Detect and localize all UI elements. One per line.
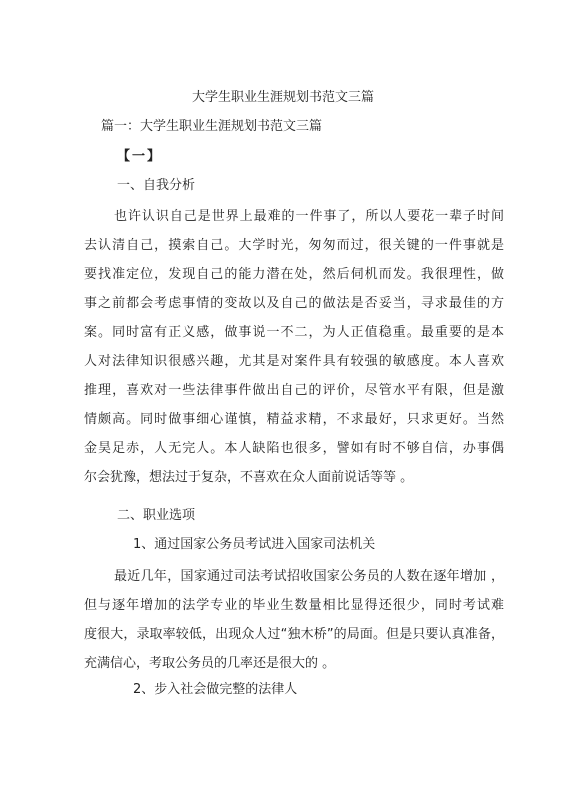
paragraph-line: 但与逐年增加的法学专业的毕业生数量相比显得还很少，同时考试难 [84,598,504,613]
paragraph-line: 事之前都会考虑事情的变故以及自己的做法是否妥当，寻求最佳的方 [84,296,504,311]
paragraph-line: 推理，喜欢对一些法律事件做出自己的评价，尽管水平有限，但是激 [84,383,504,398]
paragraph-line: 要找准定位，发现自己的能力潜在处，然后伺机而发。我很理性，做 [84,267,504,282]
paragraph-line: 案。同时富有正义感，做事说一不二，为人正值稳重。最重要的是本 [84,325,504,340]
paragraph-line: 金昊足赤，人无完人。本人缺陷也很多，譬如有时不够自信，办事偶 [84,441,504,456]
document-title: 大学生职业生涯规划书范文三篇 [191,90,374,105]
paragraph-line: 去认清自己，摸索自己。大学时光，匆匆而过，很关键的一件事就是 [84,238,504,253]
paragraph-line: 情颇高。同时做事细心谨慎，精益求精，不求最好，只求更好。当然 [84,412,504,427]
civil-service-paragraph [84,562,504,678]
section-heading-career-options: 二、职业选项 [117,508,196,523]
paragraph-line: 最近几年，国家通过司法考试招收国家公务员的人数在逐年增加 ， [114,569,504,584]
section-heading-self-analysis: 一、自我分析 [117,178,196,193]
paragraph-line: 充满信心，考取公务员的几率还是很大的 。 [84,656,336,671]
paragraph-line: 度很大，录取率较低，出现众人过“独木桥”的局面。但是只要认真准备， [84,627,504,642]
subsection-heading-civil-service: 1、通过国家公务员考试进入国家司法机关 [133,537,376,552]
paragraph-line: 也许认识自己是世界上最难的一件事了，所以人要花一辈子时间 [114,209,504,224]
paragraph-line: 人对法律知识很感兴趣，尤其是对案件具有较强的敏感度。本人喜欢 [84,354,504,369]
subsection-heading-legal-professional: 2、步入社会做完整的法律人 [133,682,298,697]
article-title: 篇一：大学生职业生涯规划书范文三篇 [101,119,323,134]
paragraph-line: 尔会犹豫，想法过于复杂，不喜欢在众人面前说话等等 。 [84,470,414,485]
self-analysis-paragraph [84,202,504,492]
part-marker: 【一】 [117,149,163,164]
